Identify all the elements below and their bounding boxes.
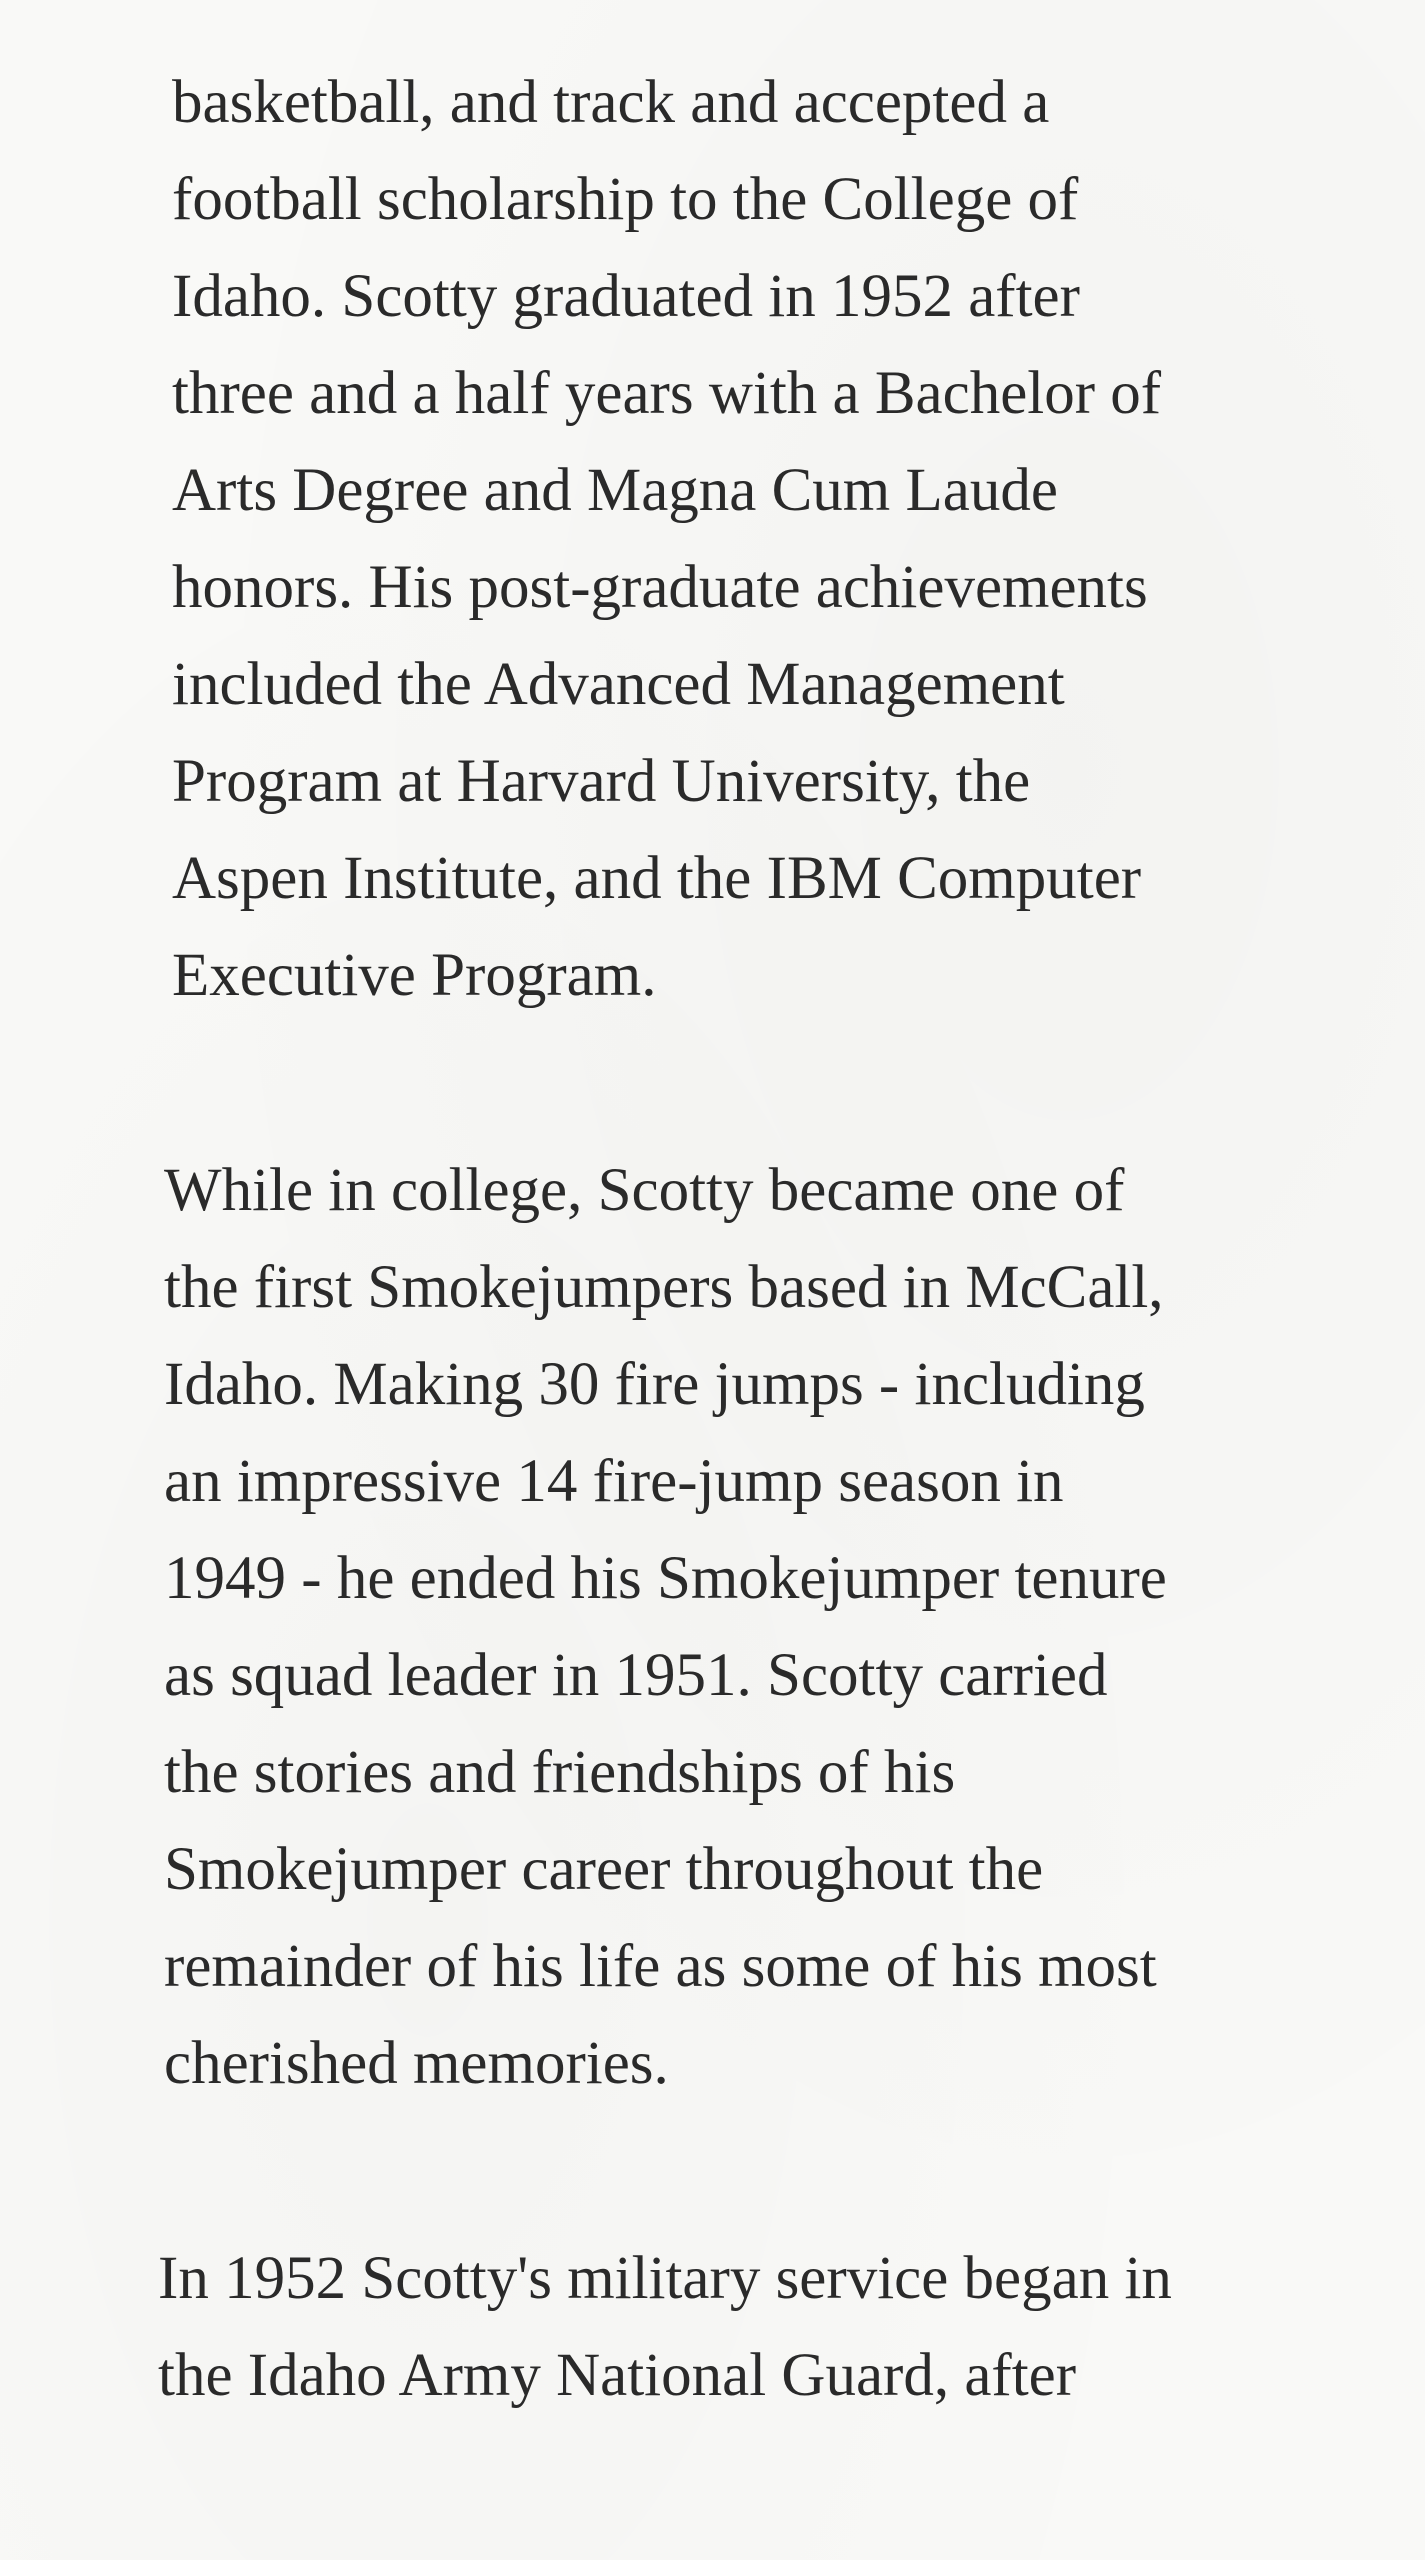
text-line: football scholarship to the College of (172, 166, 1079, 233)
text-line: as squad leader in 1951. Scotty carried (164, 1642, 1108, 1709)
text-line: basketball, and track and accepted a (172, 69, 1050, 136)
text-line: While in college, Scotty became one of (164, 1157, 1125, 1224)
text-line: the first Smokejumpers based in McCall, (164, 1254, 1164, 1321)
text-line: Smokejumper career throughout the (164, 1836, 1044, 1903)
paragraph-education (172, 54, 1161, 1024)
text-line: Program at Harvard University, the (172, 748, 1031, 815)
text-line: the Idaho Army National Guard, after (158, 2342, 1077, 2409)
text-line: Arts Degree and Magna Cum Laude (172, 457, 1058, 524)
text-line: In 1952 Scotty's military service began in (158, 2245, 1172, 2312)
text-line: the stories and friendships of his (164, 1739, 956, 1806)
text-line: three and a half years with a Bachelor of (172, 360, 1162, 427)
paragraph-smokejumpers (164, 1142, 1167, 2112)
text-line: cherished memories. (164, 2030, 669, 2097)
text-line: remainder of his life as some of his most (164, 1933, 1157, 2000)
text-line: Idaho. Scotty graduated in 1952 after (172, 263, 1080, 330)
text-line: Aspen Institute, and the IBM Computer (172, 845, 1142, 912)
text-line: Idaho. Making 30 fire jumps - including (164, 1351, 1145, 1418)
paragraph-military-service (158, 2230, 1172, 2424)
text-line: included the Advanced Management (172, 651, 1065, 718)
text-line: Executive Program. (172, 942, 657, 1009)
text-line: an impressive 14 fire-jump season in (164, 1448, 1064, 1515)
text-line: honors. His post-graduate achievements (172, 554, 1148, 621)
text-line: 1949 - he ended his Smokejumper tenure (164, 1545, 1167, 1612)
